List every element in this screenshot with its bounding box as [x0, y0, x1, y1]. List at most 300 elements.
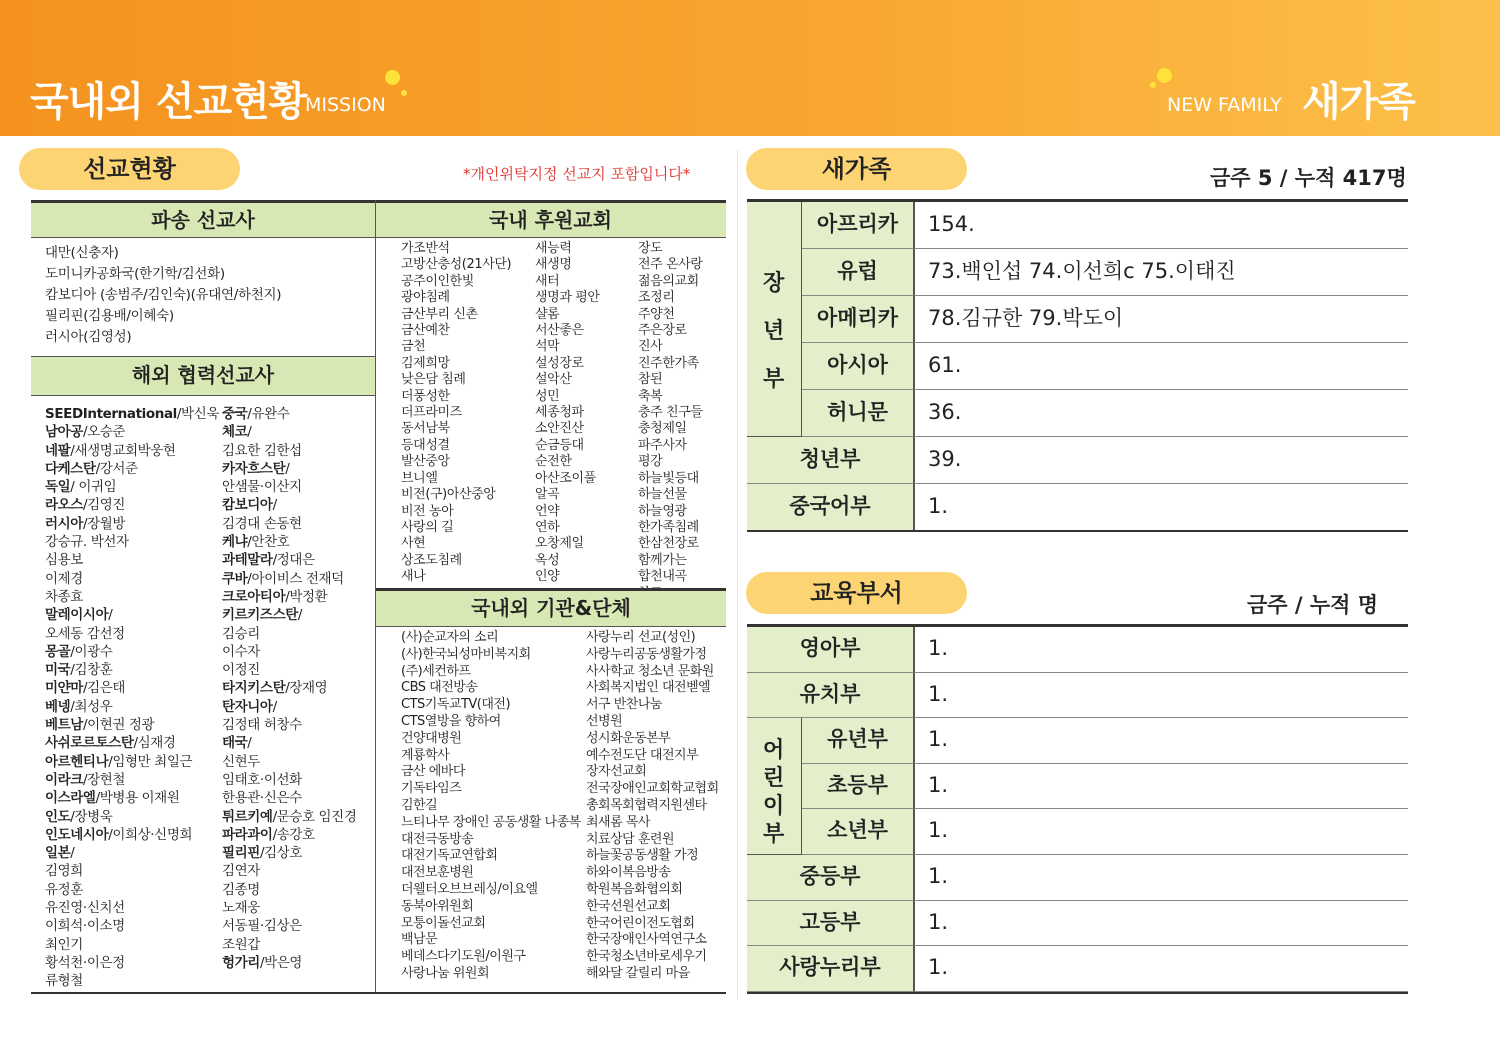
- list-item: 발산중앙: [401, 454, 450, 470]
- row-label: 중등부: [747, 855, 915, 901]
- list-item: 김한길: [401, 797, 438, 813]
- list-item: 금산예찬: [401, 323, 450, 339]
- row-label: 유럽: [802, 249, 915, 296]
- country-name: 키르키즈스탄: [222, 607, 298, 624]
- list-item: 동북아위원회: [401, 898, 474, 914]
- list-item: 치료상담 훈련원: [586, 831, 675, 847]
- list-item: 주은장로: [638, 323, 687, 339]
- header-banner: [0, 0, 1500, 136]
- newfamily-title: 새가족: [1302, 79, 1415, 125]
- list-item: [222, 478, 374, 496]
- list-item: [45, 972, 225, 990]
- list-item: [222, 679, 374, 697]
- list-item: 느티나무 장애인 공동생활 나종복: [401, 814, 581, 830]
- missionary-names: 김영희: [45, 863, 83, 880]
- country-name: 미국: [45, 662, 71, 679]
- row-label: 고등부: [747, 901, 915, 947]
- list-item: 광야침례: [401, 290, 450, 306]
- missionary-names: 이제경: [45, 570, 83, 587]
- missionary-names: /최성우: [70, 698, 113, 715]
- list-item: 연하: [535, 519, 560, 535]
- list-item: 한가족침례: [638, 519, 699, 535]
- domestic-header: 국내 후원교회: [375, 200, 726, 238]
- missionary-names: /: [108, 607, 113, 624]
- missionary-names: /유완수: [247, 406, 290, 422]
- list-item: 하늘영광: [638, 503, 687, 519]
- missionary-names: /임형만 최일근: [108, 753, 193, 770]
- row-value: 61.: [915, 343, 1408, 390]
- list-item: 예수전도단 대전지부: [586, 747, 699, 763]
- missionary-names: /심재경: [133, 735, 176, 752]
- missionary-names: 조원갑: [222, 936, 260, 953]
- country-name: 인도네시아: [45, 826, 109, 843]
- newfamily-subtitle: NEW FAMILY: [1167, 94, 1282, 116]
- list-item: [45, 496, 225, 514]
- list-item: 축복: [638, 388, 663, 404]
- list-item: 함께가는: [638, 552, 687, 568]
- missionary-names: /송강호: [272, 826, 315, 843]
- institutions-list-col1: [401, 630, 587, 983]
- missionary-names: 심용보: [45, 552, 83, 569]
- list-item: 순금등대: [535, 437, 584, 453]
- list-item: 설악산: [535, 372, 572, 388]
- country-name: 크로아티아: [222, 588, 286, 605]
- list-item: 필리핀(김용배/이혜숙): [45, 308, 174, 324]
- decor-dot-icon: [1150, 82, 1156, 88]
- list-item: 사랑누리공동생활가정: [586, 646, 707, 662]
- list-item: 한국선원선교회: [586, 898, 671, 914]
- domestic-list-col3: [638, 241, 726, 602]
- missionary-names: 유진영·신치선: [45, 900, 125, 917]
- list-item: 건양대병원: [401, 730, 462, 746]
- list-item: 비전(구)아산중앙: [401, 487, 496, 503]
- list-item: 동서남북: [401, 421, 450, 437]
- list-item: 성민: [535, 388, 560, 404]
- list-item: [45, 661, 225, 679]
- country-name: 체코: [222, 424, 248, 441]
- missionary-names: 김경대 손동현: [222, 515, 302, 532]
- country-name: 다케스탄: [45, 460, 96, 477]
- list-item: 젊음의교회: [638, 273, 699, 289]
- missionary-names: /김상호: [259, 845, 303, 862]
- list-item: 한국어린이전도협회: [586, 915, 695, 931]
- list-item: 설성장로: [535, 355, 584, 371]
- decor-dot-icon: [1157, 68, 1172, 83]
- list-item: 인양: [535, 569, 560, 585]
- country-name: 헝가리: [222, 954, 260, 971]
- list-item: 브니엘: [401, 470, 438, 486]
- list-item: 더풍성한: [401, 388, 450, 404]
- list-item: 충주 친구들: [638, 405, 703, 421]
- list-item: 김제희망: [401, 355, 450, 371]
- row-value: 1.: [915, 627, 1408, 673]
- list-item: [45, 625, 225, 643]
- missionary-names: /김은태: [82, 680, 126, 697]
- education-group-label: 어 린 이 부: [747, 717, 802, 855]
- list-item: [45, 917, 225, 935]
- list-item: [45, 478, 225, 496]
- list-item: [222, 826, 374, 844]
- list-item: 가조반석: [401, 241, 450, 256]
- country-name: 미얀마: [45, 680, 83, 697]
- list-item: 상조도침례: [401, 552, 462, 568]
- country-name: 인도: [45, 808, 71, 825]
- list-item: [222, 661, 374, 679]
- list-item: [222, 442, 374, 460]
- row-value: 154.: [915, 202, 1408, 249]
- missionary-names: 안샘물·이산지: [222, 479, 302, 496]
- newfamily-group-label: 장 년 부: [747, 202, 802, 437]
- missionary-names: /새생명교회박웅현: [70, 442, 176, 459]
- country-name: 타지키스탄: [222, 680, 286, 697]
- list-item: 하늘선물: [638, 487, 687, 503]
- list-item: 대전보훈병원: [401, 865, 474, 881]
- list-item: [222, 551, 374, 569]
- missionary-names: /: [247, 424, 252, 441]
- row-label: 아메리카: [802, 296, 915, 343]
- list-item: 충청제일: [638, 421, 687, 437]
- row-value: 1.: [915, 673, 1408, 719]
- list-item: 파주사자: [638, 437, 687, 453]
- missionary-names: 김승리: [222, 625, 260, 642]
- list-item: [45, 789, 225, 807]
- list-item: 사랑누리 선교(성인): [586, 630, 696, 645]
- missionary-names: /오승준: [82, 424, 126, 441]
- list-item: [45, 423, 225, 441]
- list-item: [222, 423, 374, 441]
- list-item: 한국장애인사역연구소: [586, 932, 707, 948]
- mission-note: *개인위탁지정 선교지 포함입니다*: [463, 165, 691, 183]
- list-item: 사사학교 청소년 문화원: [586, 663, 714, 679]
- mission-section-label: 선교현황: [19, 148, 240, 190]
- list-item: 순전한: [535, 454, 572, 470]
- list-item: 전국장애인교회학교협회: [586, 781, 719, 797]
- list-item: [222, 588, 374, 606]
- row-value: 39.: [915, 437, 1408, 484]
- list-item: [222, 698, 374, 716]
- list-item: [222, 862, 374, 880]
- list-item: 더프라미즈: [401, 405, 462, 421]
- list-item: 새터: [535, 273, 560, 289]
- list-item: 진주한가족: [638, 355, 699, 371]
- decor-dot-icon: [401, 90, 407, 96]
- list-item: [45, 716, 225, 734]
- list-item: [45, 808, 225, 826]
- missionary-names: 유정훈: [45, 881, 83, 898]
- list-item: [45, 954, 225, 972]
- list-item: [45, 698, 225, 716]
- list-item: 해와달 갈릴리 마을: [586, 965, 690, 981]
- list-item: (사)순교자의 소리: [401, 630, 499, 645]
- institutions-list-col2: [586, 630, 726, 983]
- list-item: 샬롬: [535, 306, 560, 322]
- list-item: [222, 643, 374, 661]
- missionary-names: /이광수: [70, 643, 113, 660]
- missionary-names: 이정진: [222, 662, 260, 679]
- list-item: [45, 442, 225, 460]
- country-name: 아르헨티나: [45, 753, 109, 770]
- list-item: [222, 936, 374, 954]
- missionary-names: /정대은: [272, 552, 315, 569]
- missionary-names: /문승호 임진경: [272, 808, 357, 825]
- missionary-names: / 이귀임: [70, 479, 117, 496]
- list-item: 주양천: [638, 306, 675, 322]
- list-item: [222, 844, 374, 862]
- row-value: 73.백인섭 74.이선희c 75.이태진: [915, 249, 1408, 296]
- list-item: [45, 899, 225, 917]
- missionary-names: 한용관·신은수: [222, 790, 302, 807]
- list-item: 러시아(김영성): [45, 329, 132, 345]
- list-item: (사)한국뇌성마비복지회: [401, 646, 531, 662]
- missionary-names: 김요한 김한섭: [222, 442, 302, 459]
- decor-dot-icon: [385, 70, 400, 85]
- list-item: [45, 771, 225, 789]
- list-item: [45, 533, 225, 551]
- list-item: 사랑의 길: [401, 519, 454, 535]
- row-label: 초등부: [802, 764, 915, 810]
- list-item: 오창제일: [535, 536, 584, 552]
- list-item: [222, 753, 374, 771]
- missionary-names: /안찬호: [247, 534, 290, 551]
- missionary-names: /: [285, 460, 290, 477]
- list-item: 전주 온사랑: [638, 257, 703, 273]
- missionary-names: /: [272, 497, 277, 514]
- country-name: 쿠바: [222, 570, 248, 587]
- country-name: 케냐: [222, 534, 248, 551]
- country-name: 러시아: [45, 515, 83, 532]
- missionary-names: 임태호·이선화: [222, 771, 302, 788]
- list-item: 기독타임즈: [401, 781, 462, 797]
- list-item: [45, 405, 225, 423]
- list-item: 대전극동방송: [401, 831, 474, 847]
- mission-title: 국내외 선교현황: [30, 79, 307, 125]
- missionary-names: /이희상·신명희: [108, 826, 193, 843]
- list-item: 언약: [535, 503, 560, 519]
- list-item: [45, 643, 225, 661]
- list-item: 더웰터오브브레싱/이요엘: [401, 881, 538, 897]
- list-item: [222, 789, 374, 807]
- list-item: 소안진산: [535, 421, 584, 437]
- list-item: [45, 570, 225, 588]
- list-item: [222, 460, 374, 478]
- list-item: 서구 반찬나눔: [586, 697, 662, 713]
- missionary-names: 류형철: [45, 973, 83, 990]
- list-item: 비전 농아: [401, 503, 454, 519]
- list-item: 옥성: [535, 552, 560, 568]
- newfamily-bottom-rule: [747, 530, 1408, 532]
- missionary-names: 이수자: [222, 643, 260, 660]
- missionary-names: 차종효: [45, 588, 83, 605]
- country-name: 이스라엘: [45, 790, 96, 807]
- list-item: [45, 551, 225, 569]
- list-item: 학원복음화협의회: [586, 881, 683, 897]
- list-item: 도미니카공화국(한기학/김선화): [45, 266, 225, 282]
- country-name: 이라크: [45, 771, 83, 788]
- list-item: 하와이복음방송: [586, 865, 671, 881]
- missionary-names: /박신욱: [176, 406, 219, 422]
- country-name: 사쉬로르토스탄: [45, 735, 134, 752]
- list-item: 계룡학사: [401, 747, 450, 763]
- country-name: 남아공: [45, 424, 83, 441]
- missionary-names: 강승규. 박선자: [45, 534, 129, 551]
- list-item: CBS 대전방송: [401, 680, 478, 696]
- mission-subtitle: MISSION: [305, 94, 386, 116]
- list-item: [45, 679, 225, 697]
- country-name: 중국: [222, 406, 248, 422]
- missionary-names: 신현두: [222, 753, 260, 770]
- list-item: [222, 533, 374, 551]
- country-name: 튀르키예: [222, 808, 273, 825]
- list-item: [45, 881, 225, 899]
- list-item: 공주이인한빛: [401, 273, 474, 289]
- row-label: 청년부: [747, 437, 915, 484]
- list-item: [222, 808, 374, 826]
- list-item: [45, 844, 225, 862]
- row-label: 소년부: [802, 809, 915, 855]
- row-label: 유치부: [747, 673, 915, 719]
- row-value: 78.김규한 79.박도이: [915, 296, 1408, 343]
- list-item: 장자선교회: [586, 764, 647, 780]
- missionary-names: /: [247, 735, 252, 752]
- list-item: 총회목회협력지원센타: [586, 797, 707, 813]
- list-item: 성시화운동본부: [586, 730, 671, 746]
- list-item: [45, 515, 225, 533]
- list-item: 사현: [401, 536, 426, 552]
- missionary-names: /김영진: [82, 497, 126, 514]
- missionary-names: 오세동 감선정: [45, 625, 125, 642]
- country-name: SEEDInternational: [45, 406, 177, 422]
- education-bottom-rule: [747, 992, 1408, 994]
- country-name: 일본: [45, 845, 71, 862]
- overseas-header: 해외 협력선교사: [31, 356, 375, 396]
- row-value: 36.: [915, 390, 1408, 437]
- list-item: 합천내곡: [638, 569, 687, 585]
- list-item: [222, 771, 374, 789]
- education-count: 금주 / 누적 명: [1247, 593, 1379, 617]
- list-item: [222, 496, 374, 514]
- missionary-names: /박정환: [285, 588, 328, 605]
- list-item: 진사: [638, 339, 663, 355]
- list-item: 등대성결: [401, 437, 450, 453]
- missionary-names: /장재영: [285, 680, 328, 697]
- list-item: 베데스다기도원/이원구: [401, 949, 526, 965]
- list-item: [45, 826, 225, 844]
- missionary-names: 노재웅: [222, 900, 260, 917]
- list-item: 서산좋은: [535, 323, 584, 339]
- row-label: 아프리카: [802, 202, 915, 249]
- list-item: 모퉁이돌선교회: [401, 915, 486, 931]
- country-name: 말레이시아: [45, 607, 109, 624]
- dispatched-list: [45, 243, 370, 348]
- education-section-label: 교육부서: [746, 572, 967, 614]
- list-item: 사회복지법인 대전벧엘: [586, 680, 711, 696]
- newfamily-count: 금주 5 / 누적 417명: [1210, 166, 1407, 190]
- missionary-names: 서동필·김상은: [222, 918, 302, 935]
- list-item: CTS열방을 향하여: [401, 713, 501, 729]
- country-name: 몽골: [45, 643, 71, 660]
- list-item: 사랑나눔 위원회: [401, 965, 490, 981]
- list-item: 대전기독교연합회: [401, 848, 498, 864]
- missionary-names: 이희석·이소명: [45, 918, 125, 935]
- missionary-names: 황석천·이은정: [45, 954, 125, 971]
- list-item: 새나: [401, 569, 426, 585]
- missionary-names: /이현권 정광: [82, 717, 155, 734]
- country-name: 필리핀: [222, 845, 260, 862]
- list-item: [45, 936, 225, 954]
- missionary-names: /: [272, 698, 277, 715]
- row-label: 아시아: [802, 343, 915, 390]
- row-value: 1.: [915, 855, 1408, 901]
- country-name: 파라과이: [222, 826, 273, 843]
- list-item: 새생명: [535, 257, 572, 273]
- list-item: [45, 734, 225, 752]
- list-item: 아산조이풀: [535, 470, 596, 486]
- list-item: [222, 881, 374, 899]
- list-item: 금천: [401, 339, 426, 355]
- list-item: [222, 515, 374, 533]
- missionary-names: /김창훈: [70, 662, 113, 679]
- country-name: 카자흐스탄: [222, 460, 286, 477]
- missionary-names: /박은영: [259, 954, 303, 971]
- domestic-list-col1: [401, 241, 541, 586]
- list-item: 백남문: [401, 932, 438, 948]
- list-item: 고방산충성(21사단): [401, 257, 512, 273]
- list-item: 한국청소년바로세우기: [586, 949, 707, 965]
- missionary-names: /장현철: [82, 771, 126, 788]
- row-value: 1.: [915, 901, 1408, 947]
- list-item: 금산부리 신촌: [401, 306, 478, 322]
- list-item: 알곡: [535, 487, 560, 503]
- country-name: 네팔: [45, 442, 71, 459]
- row-label: 사랑누리부: [747, 946, 915, 992]
- list-item: 최새롬 목사: [586, 814, 650, 830]
- list-item: [222, 899, 374, 917]
- overseas-list-col2: [222, 405, 374, 972]
- list-item: 대만(신충자): [45, 245, 119, 261]
- missionary-names: /강서준: [95, 460, 138, 477]
- list-item: 낮은담 침례: [401, 372, 466, 388]
- list-item: [222, 734, 374, 752]
- row-value: 1.: [915, 718, 1408, 764]
- row-value: 1.: [915, 809, 1408, 855]
- list-item: [45, 460, 225, 478]
- country-name: 과테말라: [222, 552, 273, 569]
- list-item: [222, 606, 374, 624]
- mission-bottom-rule: [31, 992, 726, 994]
- row-label: 영아부: [747, 627, 915, 673]
- row-value: 1.: [915, 484, 1408, 531]
- list-item: 새능력: [535, 241, 572, 256]
- list-item: 석막: [535, 339, 560, 355]
- dispatched-header: 파송 선교사: [31, 200, 375, 238]
- list-item: CTS기독교TV(대전): [401, 697, 511, 713]
- list-item: 장도: [638, 241, 663, 256]
- country-name: 베트남: [45, 717, 83, 734]
- domestic-list-col2: [535, 241, 640, 586]
- missionary-names: /박병용 이재원: [95, 790, 180, 807]
- overseas-list-col1: [45, 405, 225, 991]
- country-name: 라오스: [45, 497, 83, 514]
- missionary-names: /장병욱: [70, 808, 113, 825]
- institutions-header: 국내외 기관&단체: [376, 588, 726, 627]
- row-label: 중국어부: [747, 484, 915, 531]
- missionary-names: 김종명: [222, 881, 260, 898]
- row-value: 1.: [915, 946, 1408, 992]
- list-item: 선병원: [586, 713, 623, 729]
- missionary-names: 김정태 허창수: [222, 717, 302, 734]
- missionary-names: 김연자: [222, 863, 260, 880]
- list-item: [222, 625, 374, 643]
